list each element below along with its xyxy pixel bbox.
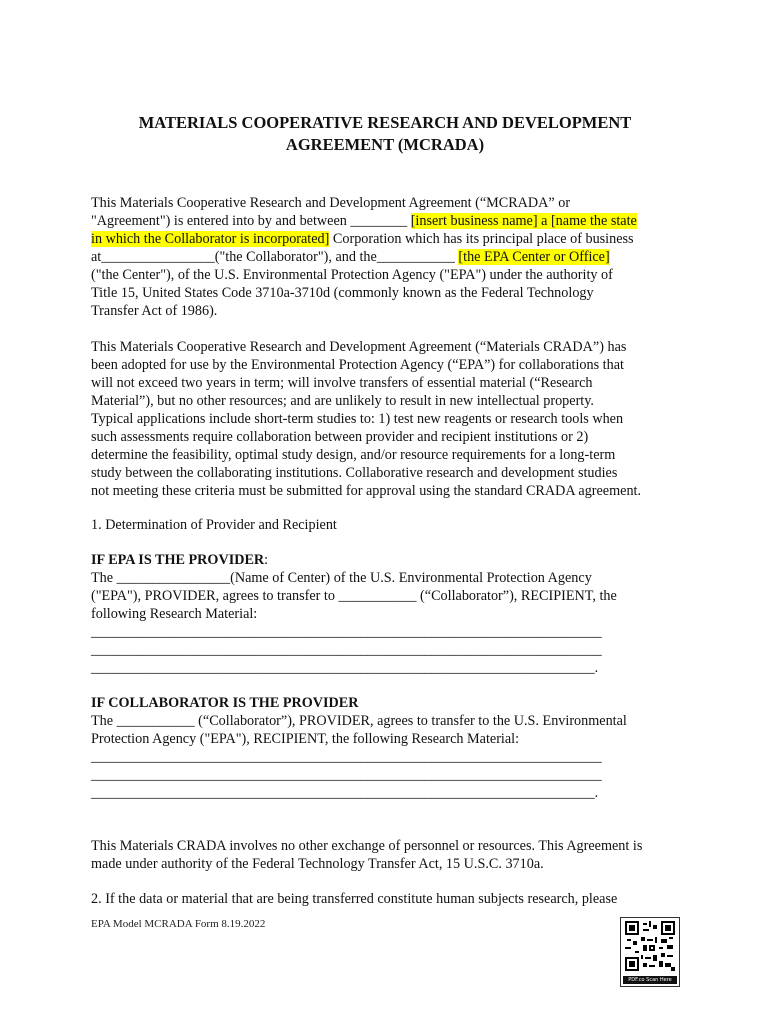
intro-line: This Materials Cooperative Research and Development Agreement (“MCRADA” or — [91, 195, 571, 211]
placeholder-epa-center: [the EPA Center or Office] — [458, 249, 610, 265]
purpose-line: not meeting these criteria must be submitted for approval using the standard CRADA agreement. — [91, 483, 642, 499]
collaborator-provider-line: Protection Agency ("EPA"), RECIPIENT, the following Research Material: — [91, 731, 520, 747]
purpose-paragraph — [91, 338, 691, 500]
intro-line — [91, 230, 691, 248]
document-title — [90, 112, 680, 156]
title-line-2: AGREEMENT (MCRADA) — [285, 135, 485, 154]
material-blank-line: ________________________________________________________________________ — [91, 642, 602, 658]
placeholder-state: in which the Collaborator is incorporated] — [91, 231, 330, 247]
material-blank-line: ________________________________________________________________________ — [91, 749, 602, 765]
epa-provider-heading-line — [91, 551, 691, 569]
purpose-line: such assessments require collaboration between provider and recipient institutions or 2) — [91, 429, 589, 445]
purpose-line: determine the feasibility, optimal study design, and/or resource requirements for a long-term — [91, 447, 616, 463]
title-line-1: MATERIALS COOPERATIVE RESEARCH AND DEVELOPMENT — [138, 113, 632, 132]
placeholder-business-name: [insert business name] a [name the state — [410, 213, 637, 229]
authority-paragraph — [91, 837, 691, 873]
material-blank-line: ________________________________________________________________________ — [91, 624, 602, 640]
qr-label: PDF.co Scan Here — [623, 976, 677, 984]
heading-colon: : — [264, 552, 269, 568]
material-blank-line: _______________________________________________________________________. — [91, 660, 599, 676]
form-footer: EPA Model MCRADA Form 8.19.2022 — [91, 918, 266, 930]
intro-text: Corporation which has its principal place of business — [329, 231, 634, 247]
intro-line — [91, 248, 691, 266]
intro-text: "Agreement") is entered into by and between ________ — [91, 213, 411, 229]
intro-line — [91, 212, 691, 230]
collaborator-provider-line: The ___________ (“Collaborator”), PROVIDER, agrees to transfer to the U.S. Environmental — [91, 713, 627, 729]
intro-line: ("the Center"), of the U.S. Environmental Protection Agency ("EPA") under the authority of — [91, 267, 613, 283]
purpose-line: will not exceed two years in term; will involve transfers of essential material (“Research — [91, 375, 593, 391]
collaborator-provider-section — [91, 694, 691, 802]
epa-provider-line: The ________________(Name of Center) of the U.S. Environmental Protection Agency — [91, 570, 592, 586]
purpose-line: study between the collaborating institutions. Collaborative research and development studies — [91, 465, 618, 481]
intro-paragraph — [91, 194, 691, 320]
material-blank-line: _______________________________________________________________________. — [91, 785, 599, 801]
authority-line: This Materials CRADA involves no other exchange of personnel or resources. This Agreement is — [91, 838, 643, 854]
intro-line: Title 15, United States Code 3710a-3710d (commonly known as the Federal Technology — [91, 285, 594, 301]
material-blank-line: ________________________________________________________________________ — [91, 767, 602, 783]
qr-code[interactable] — [620, 917, 680, 987]
purpose-line: been adopted for use by the Environmental Protection Agency (“EPA”) for collaborations that — [91, 357, 624, 373]
epa-provider-line: following Research Material: — [91, 606, 258, 622]
intro-line: Transfer Act of 1986). — [91, 303, 218, 319]
purpose-line: Typical applications include short-term studies to: 1) test new reagents or research tools when — [91, 411, 624, 427]
epa-provider-line: ("EPA"), PROVIDER, agrees to transfer to ___________ (“Collaborator”), RECIPIENT, the — [91, 588, 617, 604]
authority-line: made under authority of the Federal Technology Transfer Act, 15 U.S.C. 3710a. — [91, 856, 544, 872]
qr-code-icon — [625, 921, 675, 971]
epa-provider-section — [91, 551, 691, 677]
section-2-line: 2. If the data or material that are being transferred constitute human subjects research, please — [91, 891, 618, 907]
intro-text: at________________("the Collaborator"), and the___________ — [91, 249, 459, 265]
purpose-line: This Materials Cooperative Research and Development Agreement (“Materials CRADA”) has — [91, 339, 627, 355]
collaborator-provider-heading: IF COLLABORATOR IS THE PROVIDER — [91, 695, 359, 711]
epa-provider-heading: IF EPA IS THE PROVIDER — [91, 552, 265, 568]
purpose-line: Material”), but no other resources; and are unlikely to result in new intellectual property. — [91, 393, 594, 409]
section-1-heading: 1. Determination of Provider and Recipient — [91, 517, 337, 533]
